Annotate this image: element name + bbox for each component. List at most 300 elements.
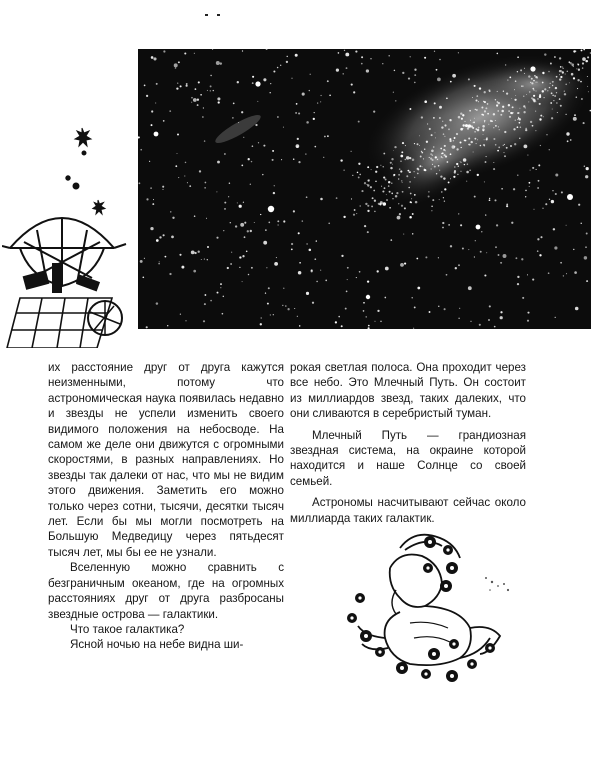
- star: [457, 174, 458, 175]
- star: [550, 83, 551, 84]
- star: [393, 92, 394, 93]
- star: [412, 213, 414, 215]
- star: [171, 236, 174, 239]
- star: [382, 190, 384, 192]
- star: [515, 257, 517, 259]
- star: [509, 77, 511, 79]
- star: [479, 324, 481, 326]
- star: [489, 198, 490, 199]
- star: [346, 67, 348, 69]
- star: [359, 271, 361, 273]
- star: [367, 205, 369, 207]
- star: [517, 71, 518, 72]
- star: [440, 175, 442, 177]
- star: [273, 192, 275, 194]
- star: [477, 139, 478, 140]
- star: [314, 112, 315, 113]
- star: [459, 308, 460, 309]
- star: [527, 320, 529, 322]
- star: [367, 210, 369, 212]
- star: [405, 159, 407, 161]
- star: [438, 257, 439, 258]
- star: [507, 80, 508, 81]
- star: [247, 230, 249, 232]
- star: [478, 127, 480, 129]
- star: [400, 155, 403, 158]
- star: [287, 308, 289, 310]
- star: [514, 89, 515, 90]
- star: [370, 186, 372, 188]
- star: [261, 317, 262, 318]
- star: [448, 224, 450, 226]
- star: [388, 55, 390, 57]
- star: [550, 102, 552, 104]
- star: [431, 134, 433, 136]
- star: [406, 175, 408, 177]
- star: [156, 302, 158, 304]
- star: [450, 153, 452, 155]
- star: [566, 132, 569, 135]
- star: [586, 280, 588, 282]
- star: [552, 95, 553, 96]
- star: [504, 144, 505, 145]
- star: [185, 320, 186, 321]
- star: [151, 110, 153, 112]
- star: [523, 111, 525, 113]
- star: [434, 102, 436, 104]
- star: [347, 267, 349, 269]
- star: [537, 98, 539, 100]
- star: [441, 156, 442, 157]
- star: [512, 106, 514, 108]
- star: [204, 259, 205, 260]
- observatory-sketch: [2, 118, 137, 348]
- star: [525, 196, 526, 197]
- star: [514, 99, 516, 101]
- star: [573, 66, 574, 67]
- star: [174, 63, 178, 67]
- star: [469, 110, 471, 112]
- print-speck: [205, 14, 221, 16]
- star: [519, 122, 521, 124]
- star: [316, 281, 317, 282]
- star: [587, 56, 589, 58]
- star: [238, 122, 239, 123]
- star: [297, 316, 298, 317]
- star: [535, 111, 536, 112]
- star: [578, 204, 580, 206]
- bright-star: [366, 295, 370, 299]
- star: [228, 196, 229, 197]
- star: [468, 78, 470, 80]
- star: [508, 110, 509, 111]
- star: [410, 56, 411, 57]
- star: [285, 305, 287, 307]
- star: [447, 161, 449, 163]
- star: [538, 164, 540, 166]
- star: [493, 138, 495, 140]
- star: [484, 91, 486, 93]
- star: [364, 182, 366, 184]
- star: [515, 80, 517, 82]
- star: [237, 81, 239, 83]
- star: [400, 263, 404, 267]
- star: [539, 254, 541, 256]
- star: [577, 79, 579, 81]
- star: [246, 251, 248, 253]
- star: [425, 169, 426, 170]
- star: [434, 166, 436, 168]
- star: [358, 121, 360, 123]
- star: [491, 120, 493, 122]
- star: [448, 181, 450, 183]
- star: [443, 133, 445, 135]
- star: [427, 123, 428, 124]
- star: [497, 150, 499, 152]
- star: [444, 124, 446, 126]
- star: [142, 276, 144, 278]
- star: [320, 95, 321, 96]
- star: [460, 171, 461, 172]
- star: [313, 118, 315, 120]
- star: [217, 97, 220, 100]
- star: [317, 103, 318, 104]
- star: [222, 313, 224, 315]
- star: [478, 101, 479, 102]
- star: [524, 145, 528, 149]
- star: [252, 82, 254, 84]
- star: [587, 86, 588, 87]
- star: [497, 110, 498, 111]
- star: [327, 135, 329, 137]
- star: [179, 254, 181, 256]
- star: [366, 69, 369, 72]
- star: [539, 118, 541, 120]
- star: [345, 308, 347, 310]
- star: [573, 77, 575, 79]
- star: [291, 78, 292, 79]
- star: [347, 279, 348, 280]
- star: [340, 159, 342, 161]
- star: [486, 156, 487, 157]
- star: [487, 103, 489, 105]
- star: [298, 271, 302, 275]
- star: [462, 124, 464, 126]
- star: [167, 325, 168, 326]
- star: [229, 182, 230, 183]
- star: [549, 199, 550, 200]
- star: [177, 134, 179, 136]
- star: [537, 250, 539, 252]
- star: [159, 236, 161, 238]
- star: [419, 135, 420, 136]
- star: [159, 261, 160, 262]
- star: [518, 117, 520, 119]
- star: [283, 288, 284, 289]
- star: [410, 193, 412, 195]
- star: [517, 276, 519, 278]
- star: [562, 71, 564, 73]
- star: [258, 142, 259, 143]
- star: [495, 144, 497, 146]
- star: [395, 195, 398, 198]
- star: [452, 74, 456, 78]
- paragraph: их расстояние друг от друга кажутся неизменными, потому что астрономическая наука появилась недавно и звезды не успели изменить своего видимого положения на небосводе. На самом же деле они движутся с огромными скоростями, в разных направлениях. Но звезды так далеки от нас, что мы не видим этого движения. Заметить его можно только через сотни, тысячи, десятки тысяч лет. Если бы мы могли посмотреть на Большую Медведицу через пятьдесят тысяч лет, мы бы ее не узнали.: [48, 361, 284, 559]
- star: [186, 85, 188, 87]
- star: [177, 83, 178, 84]
- star: [165, 256, 167, 258]
- star: [263, 145, 265, 147]
- star: [587, 76, 588, 77]
- star: [577, 88, 578, 89]
- star: [523, 96, 524, 97]
- star: [519, 138, 520, 139]
- star: [186, 83, 188, 85]
- star: [480, 145, 482, 147]
- star: [153, 57, 156, 60]
- star: [150, 187, 152, 189]
- star: [320, 198, 323, 201]
- star: [555, 174, 558, 177]
- star: [500, 114, 502, 116]
- star: [468, 124, 471, 127]
- star: [532, 88, 534, 90]
- star: [411, 198, 412, 199]
- star: [268, 287, 270, 289]
- star: [476, 109, 478, 111]
- star: [391, 183, 392, 184]
- star: [472, 97, 473, 98]
- star: [385, 267, 389, 271]
- star: [302, 93, 305, 96]
- star: [551, 200, 554, 203]
- star: [493, 127, 494, 128]
- star: [511, 98, 512, 99]
- star: [576, 68, 577, 69]
- star: [375, 181, 376, 182]
- star: [559, 98, 561, 100]
- star: [358, 176, 360, 178]
- star: [187, 182, 188, 183]
- star: [414, 74, 416, 76]
- star: [428, 196, 430, 198]
- star: [504, 155, 506, 157]
- star: [144, 258, 145, 259]
- star: [265, 292, 266, 293]
- star: [178, 61, 180, 63]
- star: [414, 82, 416, 84]
- star: [574, 114, 576, 116]
- star: [495, 99, 496, 100]
- star: [526, 94, 527, 95]
- star: [351, 84, 353, 86]
- star: [277, 67, 279, 69]
- star: [458, 52, 459, 53]
- star: [584, 256, 587, 259]
- star: [531, 78, 533, 80]
- star: [495, 125, 497, 127]
- star: [485, 161, 487, 163]
- bright-star: [530, 66, 535, 71]
- star: [513, 112, 514, 113]
- star: [392, 164, 393, 165]
- star: [513, 188, 515, 190]
- star-field-photo: [138, 49, 591, 329]
- star: [232, 117, 233, 118]
- star: [409, 108, 411, 110]
- paragraph: рокая светлая полоса. Она проходит через все небо. Это Млечный Путь. Он состоит из миллиардов звезд, таких далеких, что они сливаются в серебристый туман.: [290, 361, 526, 421]
- star: [517, 175, 518, 176]
- star: [311, 270, 313, 272]
- star: [446, 97, 448, 99]
- star: [465, 121, 466, 122]
- star: [230, 222, 231, 223]
- star: [560, 66, 562, 68]
- star: [580, 81, 582, 83]
- star: [453, 176, 455, 178]
- star: [417, 168, 418, 169]
- star: [442, 152, 444, 154]
- star: [573, 50, 575, 52]
- star: [567, 140, 569, 142]
- star: [573, 249, 574, 250]
- star: [343, 73, 344, 74]
- star: [527, 312, 529, 314]
- star: [156, 239, 159, 242]
- star: [371, 169, 372, 170]
- star: [528, 75, 530, 77]
- star: [220, 283, 222, 285]
- star: [302, 220, 303, 221]
- star: [543, 116, 544, 117]
- star: [432, 154, 433, 155]
- star: [556, 76, 558, 78]
- star: [498, 147, 500, 149]
- star: [529, 91, 530, 92]
- star: [351, 151, 352, 152]
- star: [341, 255, 343, 257]
- star: [194, 53, 195, 54]
- star: [551, 92, 553, 94]
- star: [496, 104, 498, 106]
- star: [458, 213, 459, 214]
- star: [402, 142, 404, 144]
- star: [415, 201, 418, 204]
- star: [413, 328, 414, 329]
- star: [213, 90, 214, 91]
- star: [265, 229, 266, 230]
- star: [443, 177, 445, 179]
- star: [176, 87, 178, 89]
- star: [504, 131, 506, 133]
- star: [296, 144, 300, 148]
- star: [468, 249, 469, 250]
- star: [540, 115, 542, 117]
- star: [586, 233, 588, 235]
- star: [223, 296, 224, 297]
- star: [494, 199, 496, 201]
- star: [539, 94, 541, 96]
- star: [353, 91, 355, 93]
- star: [410, 201, 412, 203]
- star: [555, 317, 556, 318]
- star: [239, 256, 241, 258]
- star: [462, 114, 464, 116]
- star: [439, 117, 441, 119]
- star: [581, 223, 582, 224]
- star: [416, 258, 418, 260]
- star: [194, 252, 196, 254]
- star: [501, 110, 504, 113]
- star: [227, 267, 229, 269]
- star: [198, 81, 200, 83]
- star: [392, 198, 393, 199]
- star: [565, 114, 566, 115]
- star: [545, 203, 547, 205]
- star: [450, 245, 452, 247]
- star: [460, 113, 462, 115]
- star: [370, 58, 371, 59]
- star: [554, 246, 557, 249]
- star: [180, 314, 181, 315]
- star: [358, 163, 360, 165]
- star: [561, 191, 563, 193]
- star: [270, 314, 271, 315]
- star: [510, 145, 512, 147]
- star: [499, 129, 500, 130]
- star: [466, 171, 469, 174]
- star: [408, 78, 410, 80]
- star: [525, 190, 527, 192]
- star: [151, 124, 153, 126]
- star: [548, 272, 550, 274]
- star: [426, 141, 428, 143]
- star: [570, 139, 572, 141]
- star: [517, 126, 519, 128]
- capricorn-constellation-sketch: [330, 528, 510, 688]
- star: [523, 105, 525, 107]
- star: [368, 180, 369, 181]
- star: [422, 166, 423, 167]
- star: [537, 78, 538, 79]
- star: [163, 50, 165, 52]
- star: [203, 107, 204, 108]
- star: [150, 227, 153, 230]
- star: [443, 197, 444, 198]
- star: [425, 256, 427, 258]
- star: [583, 122, 585, 124]
- star: [140, 260, 143, 263]
- star: [206, 218, 207, 219]
- star: [540, 145, 541, 146]
- star: [393, 150, 394, 151]
- star: [341, 325, 343, 327]
- star: [532, 167, 534, 169]
- star: [581, 49, 583, 51]
- star: [203, 320, 205, 322]
- star: [204, 140, 205, 141]
- star: [363, 302, 365, 304]
- star: [409, 216, 412, 219]
- star: [535, 101, 536, 102]
- star: [384, 187, 386, 189]
- star: [250, 230, 252, 232]
- star: [564, 91, 565, 92]
- star: [442, 121, 443, 122]
- star: [465, 124, 468, 127]
- star: [434, 51, 435, 52]
- star: [424, 149, 425, 150]
